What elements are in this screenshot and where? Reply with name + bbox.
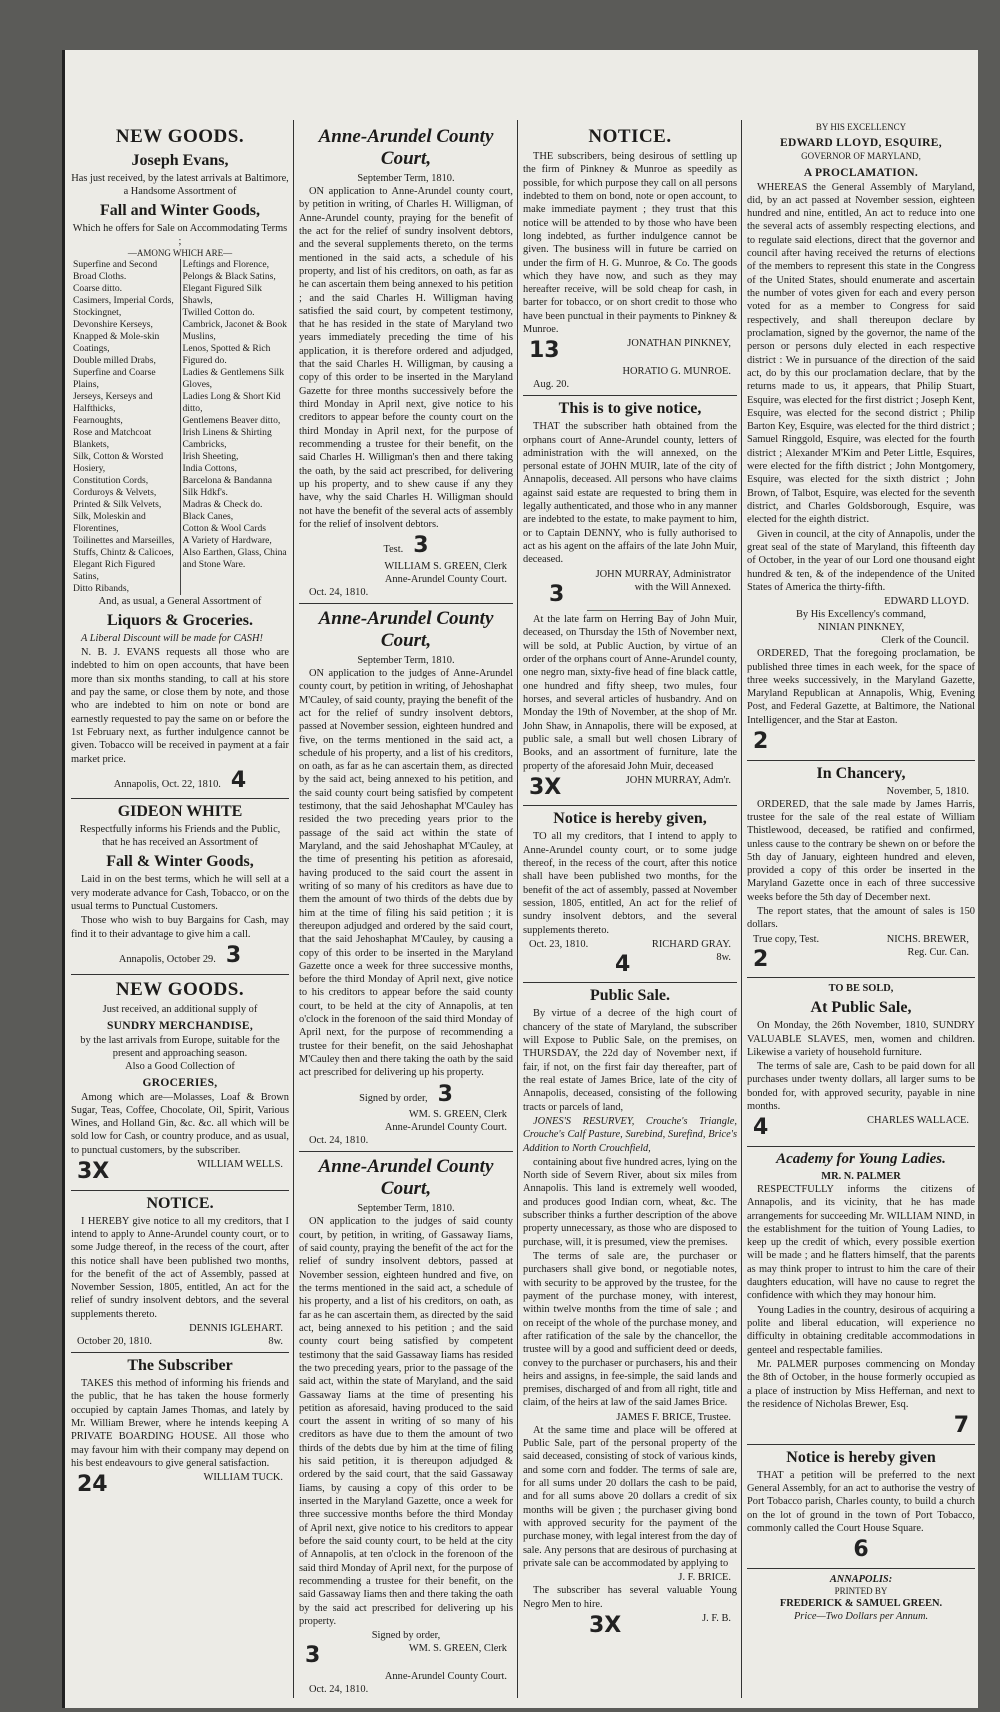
gray-date: Oct. 23, 1810. — [529, 938, 589, 950]
handwritten-mark: 4 — [615, 951, 631, 977]
goods-item: Toilinettes and Marseilles, — [73, 534, 175, 546]
column-2 — [295, 122, 517, 1698]
petition-text: THAT a petition will be preferred to the next General Assembly, for an act to authorise the vestry of Port Tobacco parish, Charles county, to build a church on the lot of ground in the town of Port Tobacco, commonly called the Court House Square. — [747, 1469, 975, 1534]
wallace-text: On Monday, the 26th November, 1810, SUNDRY VALUABLE SLAVES, men, women and children. Likewise a variety of household furniture. — [747, 1020, 975, 1058]
handwritten-mark: 13 — [529, 338, 560, 364]
goods-item: Gentlemens Beaver ditto, — [182, 415, 281, 427]
academy-text-3: Mr. PALMER purposes commencing on Monday the 8th of October, in the house formerly occupied as a place of instruction by Miss Heffernan, and next to the residence of Nicholas Brewer, Esq. — [747, 1358, 975, 1410]
pinkney-signature-2: HORATIO G. MUNROE. — [622, 365, 731, 377]
brice-heading: Public Sale. — [589, 987, 670, 1005]
wells-text-3: Among which are—Molasses, Loaf & Brown Sugar, Teas, Coffee, Chocolate, Oil, Spirit, Various Wines, and Holland Gin, &c. &c. all which will be sold low for Cash, or country produce, and as usual, to punctual customers, by the subscriber. — [71, 1091, 289, 1156]
brice-tracts: JONES'S RESURVEY, Crouche's Triangle, Crouche's Calf Pasture, Surebind, Surefind, Brice's Addition to North Crouchfield, — [523, 1115, 737, 1154]
tuck-heading: The Subscriber — [127, 1357, 233, 1375]
evans-goods-list — [71, 259, 289, 595]
goods-item: Casimers, Imperial Cords, Stockingnet, — [73, 295, 174, 319]
evans-name: Joseph Evans, — [131, 152, 229, 169]
court-b-signature: WM. S. GREEN, Clerk — [408, 1109, 507, 1121]
court-c-signature: WM. S. GREEN, Clerk — [408, 1643, 507, 1655]
murray-sale-text: At the late farm on Herring Bay of John Muir, deceased, on Thursday the 15th of November next, will be sold, at Public Auction, by virtue of an order of the orphans court of Anne-Arundel county, one negro man, sixty-five head of fine black cattle, one hundred and fifty sheep, two mules, four horses, and several articles of husbandry. And on Monday the 19th of November, at the shop of Mr. John Shaw, in Annapolis, there will be exposed, at public sale, a small but well chosen Library of Books, and an assortment of furniture, late the property of the aforesaid John Muir, deceased — [523, 614, 738, 772]
column-1 — [67, 122, 293, 1698]
murray-text: THAT the subscriber hath obtained from the orphans court of Anne-Arundel county, letters of administration with the will annexed, on the personal estate of JOHN MUIR, late of the city of Annapolis, deceased. All persons who have claims against said estate are requested to bring them in legally authenticated, and those who in any manner are indebted to the estate, to make payment to him, or to Captain DENNY, who is fully authorised to act as his agent on the affairs of the late John Muir, deceased. — [523, 421, 737, 566]
goods-item: Black Canes, — [182, 510, 234, 522]
goods-item: Devonshire Kerseys, — [73, 319, 153, 331]
murray-sale-signature: JOHN MURRAY, Adm'r. — [625, 774, 731, 786]
pinkney-text: THE subscribers, being desirous of settling up the firm of Pinkney & Munroe as speedily as possible, for which purpose they call on all persons indebted to them on bond, note or open account, to make immediate payment ; they trust that this notice will be attended to by those who have been long indebted, as further indulgence cannot be given. The business will in future be carried on under the firm of H. G. Munroe, & Co. The goods which they have now, and such as they may hereafter receive, will be sold cheap for cash, in barter for tobacco, or on short credit to those who have been punctual in their payments to Pinkney & Munroe. — [523, 151, 737, 336]
academy-text-2: Young Ladies in the country, desirous of acquiring a polite and liberal education, will experience no difficulty in obtaining creditable accommodations in genteel and respectable families. — [747, 1304, 975, 1356]
white-heading: GIDEON WHITE — [117, 803, 243, 821]
iglehart-signature: DENNIS IGLEHART. — [189, 1323, 283, 1335]
evans-heading: NEW GOODS. — [115, 126, 245, 147]
handwritten-mark: 3X — [589, 1612, 622, 1638]
academy-name: MR. N. PALMER — [821, 1170, 901, 1182]
brice-text-5: The subscriber has several valuable Young Negro Men to hire. — [523, 1585, 737, 1610]
murray-signature-2: with the Will Annexed. — [634, 581, 731, 593]
handwritten-mark: 3X — [77, 1159, 110, 1185]
brice-text-3: The terms of sale are, the purchaser or purchasers shall give bond, or negotiable notes, with security to be approved by the trustee, for the payment of the purchase money, with interest, within twelve months from the time of sale ; and on receipt of the whole of the purchase money, and after ratification of the sale by the chancellor, the trustee will by a good and sufficient deed or deeds, convey to the purchaser or purchasers, his and their heirs and assigns, in fee-simple, the said lands and premises, discharged of and from all right, title and claim, of the heirs at law of the said James Brice. — [523, 1251, 737, 1409]
goods-item: Constitution Cords, — [73, 474, 149, 486]
wells-also: Also a Good Collection of — [125, 1060, 235, 1072]
white-bargain: Those who wish to buy Bargains for Cash, may find it to their advantage to give him a call. — [71, 915, 289, 940]
white-text-2: Laid in on the best terms, which he will sell at a very moderate advance for Cash, Tobacco, or on the usual terms to Punctual Customers. — [71, 874, 289, 913]
wallace-signature: CHARLES WALLACE. — [867, 1115, 969, 1127]
goods-item: Madras & Check do. — [182, 498, 263, 510]
goods-item: Barcelona & Bandanna Silk Hdkf's. — [182, 474, 273, 498]
evans-also: And, as usual, a General Assortment of — [98, 595, 262, 607]
court-a-signature: WILLIAM S. GREEN, Clerk — [384, 560, 507, 572]
handwritten-mark: 2 — [753, 729, 769, 755]
proclamation-order: ORDERED, That the foregoing proclamation, be published three times in each week, for the space of three weeks successively, in the Maryland Gazette, Maryland Republican at Annapolis, Whig, Evening Post, and Federal Gazette, at Baltimore, the National Intelligencer, and the Star at Easton. — [747, 648, 975, 726]
gray-text: TO all my creditors, that I intend to apply to Anne-Arundel county court, or to some judge thereof, in the recess of the court, after this notice shall have been published two months, for the benefit of the act of assembly, passed at November session, 1805, entitled, An act for the relief of sundry insolvent debtors, and the several supplements thereto. — [523, 831, 737, 936]
brice-text-4: At the same time and place will be offered at Public Sale, part of the personal property of the said deceased, consisting of stock of various kinds, and some corn and fodder. The terms of sale are, for all sums under 20 dollars the cash to be paid, and for all sums above 20 dollars a credit of six months will be given ; the purchaser giving bond with approved security for the payment of the purchase money, with legal interest from the day of sale. Any persons that are desirous of purchasing at private sale can be accommodated by applying to — [523, 1424, 737, 1569]
court-a-heading: Anne-Arundel County Court, — [318, 126, 494, 169]
academy-text: RESPECTFULLY informs the citizens of Annapolis, and its vicinity, that he has made arrangements for succeeding Mr. WILLIAM NIND, in the establishment for the tuition of Young Ladies, to keep up the credit of which, every possible exertion will be made ; and he flatters himself, that the parents as may think proper to intrust to him the care of their daughters education, will have no cause to regret the confidence with which they may honour him. — [747, 1183, 975, 1302]
court-b-signed: Signed by order, — [359, 1092, 428, 1104]
wells-text-2: by the last arrivals from Europe, suitable for the present and approaching season. — [80, 1034, 280, 1059]
goods-item: Superfine and Coarse Plains, — [73, 367, 156, 391]
court-c-signature-2: Anne-Arundel County Court. — [384, 1670, 507, 1682]
chancery-test: True copy, Test. — [753, 933, 820, 945]
goods-item: Elegant Figured Silk Shawls, — [182, 283, 262, 307]
court-b-date: Oct. 24, 1810. — [309, 1135, 369, 1147]
pinkney-heading: NOTICE. — [588, 126, 672, 147]
handwritten-mark: 3 — [549, 581, 565, 607]
iglehart-heading: NOTICE. — [146, 1194, 214, 1212]
evans-goods-left — [71, 259, 181, 595]
column-rule — [517, 120, 518, 1698]
white-text: Respectfully informs his Friends and the Public, that he has received an Assortment of — [79, 824, 281, 849]
court-c-signed: Signed by order, — [371, 1630, 441, 1642]
evans-discount: A Liberal Discount will be made for CASH! — [81, 632, 263, 644]
pinkney-date: Aug. 20. — [533, 378, 570, 390]
goods-item: Stuffs, Chintz & Calicoes, — [73, 546, 174, 558]
goods-item: Double milled Drabs, — [73, 355, 156, 367]
court-a-signature-2: Anne-Arundel County Court. — [384, 573, 507, 585]
handwritten-mark: 7 — [953, 1413, 969, 1439]
evans-goods-right — [181, 259, 290, 595]
proclamation-governor-name: EDWARD LLOYD, ESQUIRE, — [780, 137, 942, 150]
goods-item: Also Earthen, Glass, China and Stone Ware. — [182, 546, 287, 570]
iglehart-text: I HEREBY give notice to all my creditors, that I intend to apply to Anne-Arundel county court, or to some Judge thereof, in the recess of the court, after this notice shall have been published two months, for the benefit of the act of Assembly, passed at November Session, 1805, entitled, An act for the relief of sundry insolvent debtors, and the several supplements thereto. — [71, 1215, 289, 1320]
court-a-text: ON application to Anne-Arundel county court, by petition in writing, of Charles H. Willigman, of Anne-Arundel county, praying for the benefit of the act for the relief of sundry insolvent debtors, and the several supplements thereto, on the terms mentioned in the said acts, a schedule of his property, and list of his creditors, on oath, as far as he can ascertain them being annexed to his petition ; and the said Charles H. Willigman having satisfied the said court, by competent testimony, that he has resided in the state of Maryland two years immediately preceding the time of his application, it is therefore ordered and adjudged, that the said Charles H. Willigman, by causing a copy of this order to be inserted in the Maryland Gazette for three months successively before the third Monday in April next, give notice to his creditors to appear before the county court on the third Monday in April next, for the purpose of recommending a trustee for their benefit, on the said Charles H. Willigman's then and there taking the oath, by the said act prescribed, for delivering up his property, and to shew cause if any they have, why the said Charles H. Willigman should not have the benefit of the several acts of assembly for the relief of insolvent debtors. — [299, 186, 513, 530]
gray-signature: RICHARD GRAY. — [651, 938, 731, 950]
proclamation-by: BY HIS EXCELLENCY — [815, 122, 907, 132]
evans-among: —AMONG WHICH ARE— — [127, 248, 233, 258]
petition-heading: Notice is hereby given — [786, 1448, 936, 1466]
chancery-register: Reg. Cur. Can. — [907, 946, 969, 958]
brice-text: By virtue of a decree of the high court of chancery of the state of Maryland, the subscriber will Expose to Public Sale, on the premises, on THURSDAY, the 22d day of November next, if fair, if not, on the first fair day thereafter, part of the real estate of James Brice, late of the city of Annapolis, deceased, consisting of the following tracts or parcels of land, — [523, 1008, 737, 1113]
brice-signature: JAMES F. BRICE, Trustee. — [616, 1411, 731, 1423]
goods-item: Knapped & Mole-skin Coatings, — [73, 331, 160, 355]
wallace-heading: At Public Sale, — [810, 999, 912, 1017]
goods-item: Lenos, Spotted & Rich Figured do. — [182, 343, 271, 367]
handwritten-mark: 3X — [529, 774, 562, 800]
proclamation-governor-title: GOVERNOR OF MARYLAND, — [801, 151, 921, 162]
imprint-price: Price—Two Dollars per Annum. — [793, 1611, 929, 1622]
handwritten-mark: 2 — [753, 946, 769, 972]
column-3 — [519, 122, 741, 1698]
court-b-signature-2: Anne-Arundel County Court. — [384, 1122, 507, 1134]
imprint-names: FREDERICK & SAMUEL GREEN. — [779, 1598, 943, 1609]
goods-item: Jerseys, Kerseys and Halfthicks, — [73, 391, 153, 415]
column-4 — [743, 122, 978, 1698]
goods-item: Corduroys & Velvets, — [73, 486, 157, 498]
proclamation-command: By His Excellency's command, — [796, 609, 926, 621]
iglehart-term: 8w. — [268, 1336, 283, 1348]
chancery-signature: NICHS. BREWER, — [886, 933, 969, 945]
chancery-heading: In Chancery, — [816, 764, 906, 782]
evans-date: Annapolis, Oct. 22, 1810. — [113, 778, 221, 790]
chancery-text: ORDERED, that the sale made by James Harris, trustee for the sale of the real estate of William Thistlewood, deceased, be ratified and confirmed, unless cause to the contrary be shewn on or before the 5th day of January, eighteen hundred and eleven, provided a copy of this order be inserted in the Maryland Gazette once in each of three successive weeks before the 5th day of December next. — [747, 798, 975, 903]
chancery-report: The report states, that the amount of sales is 150 dollars. — [747, 906, 975, 931]
goods-item: Irish Sheeting, — [182, 451, 239, 462]
court-b-heading: Anne-Arundel County Court, — [318, 607, 494, 651]
evans-request: N. B. J. EVANS requests all those who are indebted to him on open accounts, that have been more than six months standing, to call at his store and pay the same, or close them by note, and those who are indebted to him on note or bond are earnestly requested to pay the same on or before the 1st February next, as further indulgence cannot be given. Tobacco will be received in payment at a fair market price. — [71, 647, 289, 765]
proclamation-signature-2: NINIAN PINKNEY, — [817, 622, 905, 634]
handwritten-mark: 6 — [853, 1537, 869, 1563]
handwritten-mark: 3 — [437, 1081, 453, 1107]
goods-item: Leftings and Florence, — [182, 259, 270, 271]
handwritten-mark: 3 — [225, 943, 242, 968]
goods-item: Superfine and Second Broad Cloths. — [73, 259, 158, 283]
evans-intro: Has just received, by the latest arrivals at Baltimore, a Handsome Assortment of — [71, 173, 289, 197]
imprint-place: ANNAPOLIS: — [829, 1573, 893, 1585]
goods-item: Silk, Moleskin and Florentines, — [73, 510, 146, 534]
goods-item: Coarse ditto. — [73, 283, 123, 295]
tuck-text: TAKES this method of informing his friends and the public, that he has taken the house formerly occupied by captain James Thomas, and lately by Mr. William Brewer, where he intends keeping A PRIVATE BOARDING HOUSE. All those who may favour him with their company may depend on his best endeavours to give general satisfaction. — [71, 1378, 289, 1469]
pinkney-signature: JONATHAN PINKNEY, — [627, 338, 731, 350]
evans-offer: Which he offers for Sale on Accommodating Terms ; — [72, 223, 288, 247]
court-b-term: September Term, 1810. — [357, 654, 455, 666]
proclamation-text: WHEREAS the General Assembly of Maryland, did, by an act passed at November session, eighteen hundred and nine, entitled, An act to reduce into one the several acts of assembly respecting elections, and to regulate said elections, direct that the governor and council after having received the returns of elections of the members to represent this state in the Congress of the United States, should enumerate and ascertain the number of votes given for each and every person voted for as a member to Congress for said respectively, and shall thereupon declare by proclamation, signed by the governor, the name of the person or persons duly elected in each respective district : We in pursuance of the direction of the said act, do by this our proclamation declare, that by the returns made to us, it appears, that Philip Stuart, Esquire, was elected for the first district ; Joseph Kent, Esquire, was elected for the second district ; Philip Barton Key, Esquire, was elected for the third district ; Samuel Ringgold, Esquire, was elected for the fourth district ; Alexander M'Kim and Peter Little, Esquires, were elected for the fifth district ; John Montgomery, Esquire, was elected for the sixth district ; John Brown, of Talbot, Esquire, was elected for the seventh district, and Charles Goldsborough, Esquire, was elected for the eighth district. — [747, 181, 975, 526]
iglehart-date: October 20, 1810. — [77, 1336, 153, 1348]
wallace-terms: The terms of sale are, Cash to be paid down for all purchases under twenty dollars, all larger sums to be bonded for, with approved security, payable in nine months. — [747, 1061, 975, 1113]
goods-item: A Variety of Hardware, — [182, 534, 272, 546]
tuck-signature: WILLIAM TUCK. — [203, 1472, 283, 1484]
evans-liquors: Liquors & Groceries. — [107, 611, 253, 629]
evans-subheading: Fall and Winter Goods, — [99, 202, 261, 219]
wells-signature: WILLIAM WELLS. — [197, 1159, 283, 1171]
wells-text: Just received, an additional supply of — [102, 1003, 258, 1015]
wallace-pre-heading: TO BE SOLD, — [828, 983, 894, 995]
goods-item: Rose and Matchcoat Blankets, — [73, 427, 152, 451]
column-rule — [741, 120, 742, 1698]
goods-item: Ditto Ribands, — [73, 582, 129, 594]
goods-item: Silk, Cotton & Worsted Hosiery, — [73, 451, 164, 474]
brice-text-2: containing about five hundred acres, lying on the North side of Severn River, about six miles from Annapolis. This land is extremely well wooded, and produces good Indian corn, wheat, &c. The subscriber thinks a further description of the above property unnecessary, as those who are disposed to purchase, will, it is presumed, view the premises. — [523, 1156, 737, 1248]
handwritten-mark: 4 — [230, 767, 247, 793]
imprint-printed-by: PRINTED BY — [834, 1585, 888, 1596]
academy-heading: Academy for Young Ladies. — [776, 1150, 946, 1167]
white-date: Annapolis, October 29. — [118, 954, 216, 965]
court-a-term: September Term, 1810. — [357, 173, 455, 184]
goods-item: Ladies & Gentlemens Silk Gloves, — [182, 367, 285, 391]
proclamation-given: Given in council, at the city of Annapolis, under the great seal of the state of Maryland, this fifteenth day of October, in the year of our Lord one thousand eight hundred & ten, & of the independence of the United States of America the thirty-fifth. — [747, 528, 975, 593]
goods-item: Elegant Rich Figured Satins, — [73, 558, 156, 582]
brice-signature-3: J. F. B. — [702, 1612, 731, 1624]
goods-item: Twilled Cotton do. — [182, 307, 255, 319]
court-c-term: September Term, 1810. — [357, 1203, 455, 1215]
court-c-heading: Anne-Arundel County Court, — [318, 1156, 494, 1200]
handwritten-mark: 3 — [413, 533, 429, 559]
proclamation-signature: EDWARD LLOYD. — [884, 596, 969, 608]
gray-term: 8w. — [716, 951, 731, 963]
goods-item: Ladies Long & Short Kid ditto, — [182, 391, 281, 415]
wells-groceries: GROCERIES, — [142, 1076, 218, 1089]
goods-item: Cotton & Wool Cards — [182, 522, 267, 534]
murray-signature: JOHN MURRAY, Administrator — [595, 568, 731, 580]
wells-merchandise: SUNDRY MERCHANDISE, — [106, 1019, 254, 1032]
goods-item: Pelongs & Black Satins, — [182, 271, 276, 283]
goods-item: Fearnoughts, — [73, 415, 123, 427]
court-a-test: Test. — [383, 544, 404, 556]
handwritten-mark: 3 — [305, 1643, 321, 1669]
goods-item: Printed & Silk Velvets, — [73, 498, 162, 510]
murray-heading: This is to give notice, — [558, 400, 702, 418]
proclamation-heading: A PROCLAMATION. — [803, 166, 919, 179]
goods-item: India Cottons, — [182, 462, 237, 474]
handwritten-mark: 4 — [753, 1115, 769, 1141]
handwritten-mark: 24 — [77, 1472, 108, 1498]
court-a-date: Oct. 24, 1810. — [309, 586, 369, 598]
column-rule — [293, 120, 294, 1698]
court-c-date: Oct. 24, 1810. — [309, 1683, 369, 1695]
goods-item: Irish Linens & Shirting Cambricks, — [182, 427, 272, 451]
white-subheading: Fall & Winter Goods, — [106, 853, 254, 871]
court-b-text: ON application to the judges of Anne-Arundel county court, by petition in writing, of Jehoshaphat M'Cauley, of said county, praying the benefit of the act for the relief of sundry insolvent debtors, passed at November session, eighteen hundred and five, on the terms mentioned in the said act, a schedule of his property, and a list of his creditors, on oath, as far as he can ascertain them, as directed by the said act, being annexed to his petition, and the said county court being satisfied by competent testimony, that the said Jehoshaphat M'Cauley has resided the two preceding years prior to the passage of the said act within the state of Maryland, and the said Jehoshaphat M'Cauley, at the time of presenting his petition as aforesaid, having produced to the said court the assent in writing of so many of his creditors as have due to them the amount of two thirds of the debts due by him at the time of filing his said petition ; it is thereupon adjudged and ordered by the said court, that the said Jehoshaphat M'Cauley, by causing a copy of this order to be inserted in the Maryland Gazette once a week for three successive months, before the third Monday of April next, give notice to his creditors to appear before the said county court, to be held at the city of Annapolis, at ten o'clock in the forenoon of the said third Monday of April next, for the purpose of recommending a trustee for their benefit, on the said Jehoshaphat M'Cauley then and there taking the oath by the said act prescribed for delivering up his property. — [299, 667, 513, 1079]
goods-item: Cambrick, Jaconet & Book Muslins, — [182, 319, 287, 343]
proclamation-clerk: Clerk of the Council. — [881, 635, 969, 647]
newspaper-page — [62, 50, 978, 1708]
court-c-text: ON application to the judges of said county court, by petition, in writing, of Gassaway Iiams, of said county, praying the benefit of the act for the relief of sundry insolvent debtors, passed at November session, eighteen hundred and five, on the terms mentioned in the said act, a schedule of his property, and a list of his creditors, on oath, as far as he can ascertain them, as directed by the said act, being annexed to his petition ; and the said county court being satisfied by competent testimony that the said Gassaway Iiams has resided the two preceding years, prior to the passage of the said act, within the state of Maryland, and the said Gassaway Iiams at the time of presenting his petition as aforesaid, having produced to the said court the assent in writing of so many of his creditors as have due to them the amount of two thirds of the debts due by him at the time of filing his said petition, it is thereupon adjudged & ordered by the said court, that the said Gassaway Iiams, by causing a copy of this order to be inserted in the Maryland Gazette, once a week for three successive months before the third Monday of April next, give notice to his creditors to appear before the said county court, to be held at the city of Annapolis, at ten o'clock in the forenoon of the said third Monday of April next, for the purpose of recommending a trustee for their benefit, on the said Gassaway Iiams then and there taking the oath by the said act prescribed for delivering up his property. — [299, 1216, 513, 1627]
gray-heading: Notice is hereby given, — [553, 810, 707, 828]
brice-signature-2: J. F. BRICE. — [678, 1572, 731, 1584]
wells-heading: NEW GOODS. — [115, 978, 245, 1000]
chancery-date: November, 5, 1810. — [886, 785, 969, 797]
